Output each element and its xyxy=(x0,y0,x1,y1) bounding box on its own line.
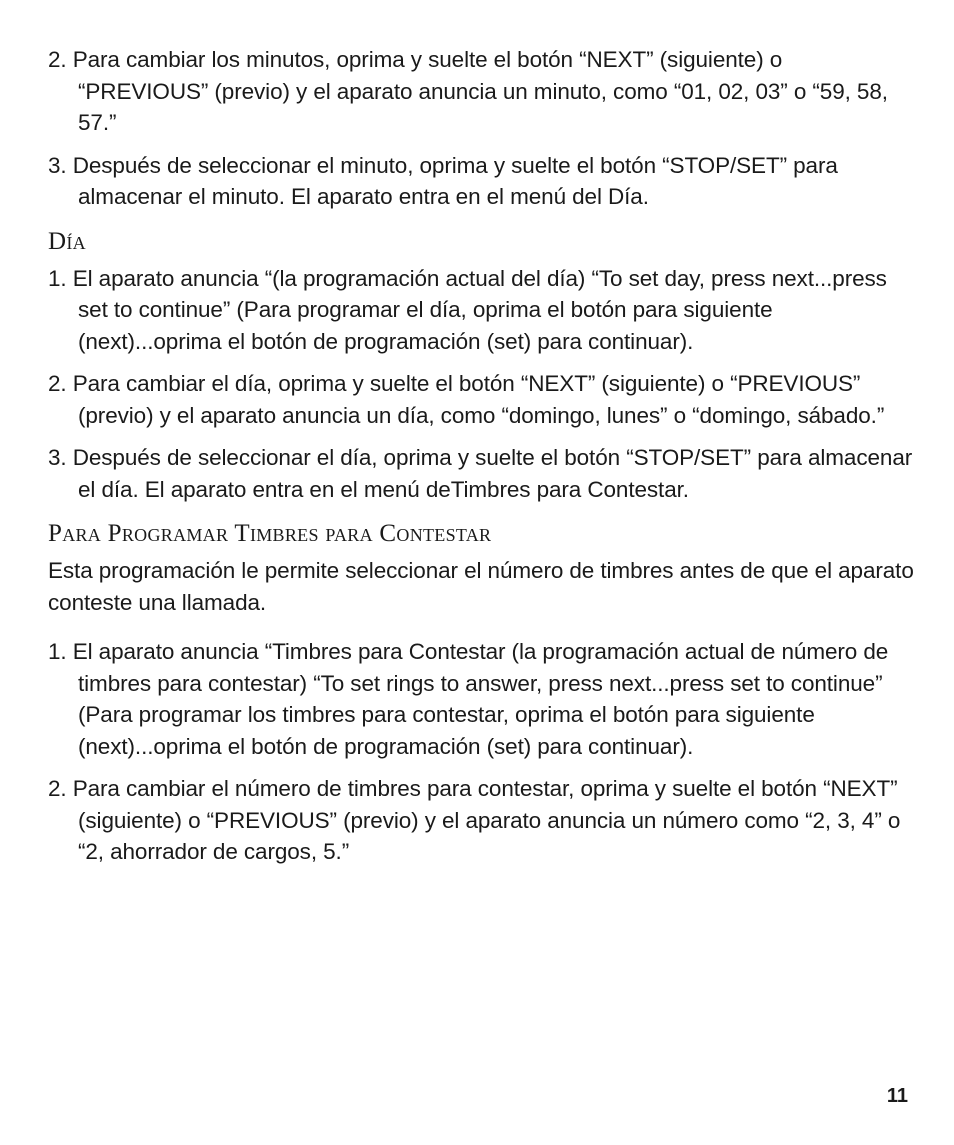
day-step-2: 2. Para cambiar el día, oprima y suelte el botón “NEXT” (siguiente) o “PREVIOUS” (previo) y el aparato anuncia un día, como “domingo, lunes” o “domingo, sábado.” xyxy=(48,371,885,428)
rings-step-1: 1. El aparato anuncia “Timbres para Contestar (la programación actual de número de timbres para contestar) “To set rings to answer, press next...press set to continue” (Para programar los timbres para contestar, oprima el botón para siguiente (next)...oprima el botón de programación (set) para continuar). xyxy=(48,639,889,759)
rings-step-2: 2. Para cambiar el número de timbres para contestar, oprima y suelte el botón “NEXT” (siguiente) o “PREVIOUS” (previo) y el aparato anuncia un número como “2, 3, 4” o “2, ahorrador de cargos, 5.” xyxy=(48,776,901,864)
manual-page xyxy=(48,44,918,879)
day-step-1: 1. El aparato anuncia “(la programación actual del día) “To set day, press next...press set to continue” (Para programar el día, oprima el botón para siguiente (next)...oprima el botón de programación (set) para continuar). xyxy=(48,265,887,354)
day-section-heading: Día xyxy=(48,227,86,255)
page-number: 11 xyxy=(886,1085,908,1107)
minutes-step-3: 3. Después de seleccionar el minuto, oprima y suelte el botón “STOP/SET” para almacenar el minuto. El aparato entra en el menú del Día. xyxy=(48,152,838,209)
minutes-step-2: 2. Para cambiar los minutos, oprima y suelte el botón “NEXT” (siguiente) o “PREVIOUS” (previo) y el aparato anuncia un minuto, como “01, 02, 03” o “59, 58, 57.” xyxy=(48,47,888,135)
rings-section-heading: Para Programar Timbres para Contestar xyxy=(48,520,492,547)
day-step-3: 3. Después de seleccionar el día, oprima y suelte el botón “STOP/SET” para almacenar el día. El aparato entra en el menú deTimbres para Contestar. xyxy=(48,445,913,502)
rings-intro-paragraph: Esta programación le permite seleccionar el número de timbres antes de que el aparato conteste una llamada. xyxy=(48,558,914,615)
